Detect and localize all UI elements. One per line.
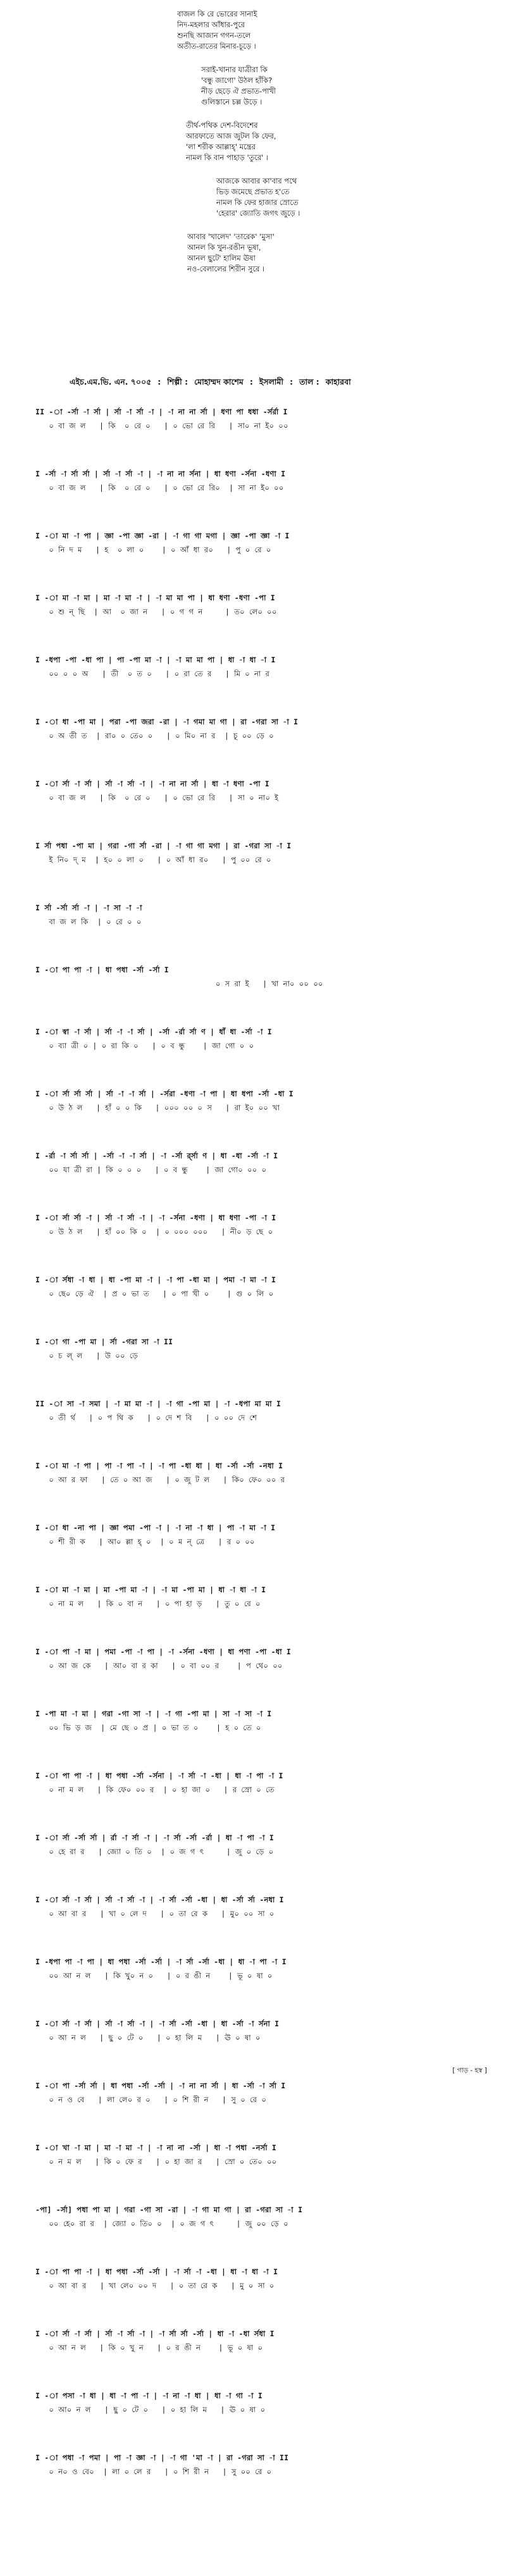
poem-line: অতীত-রাতের মিনার-চূড়ে । bbox=[177, 42, 256, 51]
notation-row bbox=[35, 1025, 491, 1087]
lyric-line: ০ ন০ ও বে০ | লা ০ লে র | ০ শি রী ন | সু ০০ রে ০ bbox=[35, 2467, 272, 2476]
swara-line: I -া ধা -পা মা | পরা -পা জরা -রা | -া গমা মা গা | রা -গরা সা -া I bbox=[35, 717, 299, 726]
poem-line: তীর্থ-পথিক দেশ-বিদেশের bbox=[186, 121, 258, 130]
record-info bbox=[70, 377, 474, 390]
swara-line: I -া র্সা র্সা র্সা | র্সা -া -া র্সা | -র্সরা -ধণা -া পা | ধা ধপা -র্সা -ধা I bbox=[35, 1089, 293, 1098]
lyric-line: ০ তী র্থ | ০ প থি ক | ০ দে শ বি | ০ ০০ দে শে bbox=[35, 1413, 257, 1422]
poem-line: আনল কি খুন-রঙীন ভূষা, bbox=[187, 243, 261, 252]
notation-row bbox=[35, 1459, 491, 1521]
artist-label: শিল্পী : bbox=[167, 377, 188, 387]
poem-line: বাজল কি রে ভোরের সানাই bbox=[177, 9, 257, 18]
lyric-line: ০ স রা ই | খা না০ ০০ ০০ bbox=[35, 979, 323, 988]
poem-stanza bbox=[186, 120, 367, 163]
notation-row bbox=[35, 1273, 491, 1335]
swara-line: I -া র্সা র্সা -া | র্সা -া র্সা -া | -া -র্সনা -ধণা | ধা ধণা -পা -া I bbox=[35, 1213, 276, 1222]
swara-line: I -া পা পা -া | ধা পধা -র্সা -র্সা I bbox=[35, 965, 169, 974]
notation-row bbox=[35, 715, 491, 777]
swara-line: I -া র্সা -া র্সা | র্সা -া র্সা -া | -া র্সা -র্সা -ধা | ধা -র্সা -া র্সনা I bbox=[35, 2019, 280, 2028]
artist-name: মোহাম্মদ কাশেম bbox=[194, 377, 244, 387]
notation-row bbox=[35, 591, 491, 653]
lyric-line: ০ আ জ কে | আ০ বা র কা | ০ বা ০০ র | প থে০ ০০ bbox=[35, 1661, 283, 1670]
notation-row bbox=[35, 2017, 491, 2079]
poem-line: নামল কি ফের হাজার স্রোতে bbox=[216, 198, 299, 207]
notation-row bbox=[35, 1087, 491, 1149]
poem-stanza bbox=[187, 232, 367, 275]
swara-line: II -া -র্সা -া র্সা | র্সা -া র্সা -া | -া না না র্সা | ধণা পা ধধা -র্সর্রা I bbox=[35, 407, 288, 416]
taal-name: কাহারবা bbox=[325, 377, 351, 387]
swara-line: I -া ধা -না পা | জ্ঞা পমা -পা -া | -া না -া ধা | পা -া মা -া I bbox=[35, 1523, 276, 1532]
lyric-line: ০০ যা ত্রী রা | কি ০ ০ ০ | ০ ব ন্ধু | জা গো০ ০০ ০ bbox=[35, 1165, 267, 1174]
lyric-line: ০ উ ঠ ল | হাঁ ০ ০ কি | ০০০ ০০ ০ স | রা ই০ ০০ খা bbox=[35, 1103, 280, 1112]
swara-line: I -ধপা -পা -ধা পা | পা -পা মা -া | -া মা মা পা | ধা -া ধা -া I bbox=[35, 655, 276, 664]
lyric-line: ০ আ র ফা | তে ০ আ জ | ০ জু ট ল | কি০ ফে০ ০০ র bbox=[35, 1475, 285, 1484]
notation-row bbox=[35, 1335, 491, 1397]
separator: : bbox=[290, 377, 293, 387]
notation-row bbox=[35, 1707, 491, 1769]
lyric-line: ০ শী রী ক | আ০ ল্লা হ্ ০ | ০ ম ন্ ত্রে | র ০ ০০ bbox=[35, 1537, 255, 1546]
swara-line: I -া পা পা -া | ধা পধা -র্সা -র্সনা | -া র্সা -া -ধা | ধা -া পা -া I bbox=[35, 1771, 283, 1780]
notation-row bbox=[35, 653, 491, 715]
swara-line: I -া র্সা -া র্সা | র্সা -া র্সা -া | -া র্সা র্সা -র্সা | ধা -া -ধা র্সধা I bbox=[35, 2329, 275, 2338]
poem-line: আজকে আবার কা'বার পথে bbox=[216, 176, 297, 185]
lyric-line: বা জ ল কি | ০ রে ০ ০ bbox=[35, 917, 142, 926]
lyric-line: ০ ন ম ল | কি ০ ফে র | ০ হা জা র | স্রো ০ তে০ ০০ bbox=[35, 2157, 277, 2166]
swara-line: I -া পা পা -া | ধা পধা -র্সা -র্সা | -া র্সা -া -ধা | ধা -া ধা -া I bbox=[35, 2267, 278, 2276]
lyric-line: ০০ আ ন ল | কি খু০ ন ০ | ০ র ঙী ন | ভূ ০ ষা ০ bbox=[35, 1971, 273, 1980]
notation-section bbox=[35, 405, 491, 2513]
notation-row bbox=[35, 777, 491, 839]
lyric-line: ০ না ম ল | কি ফে০ ০০ র | ০ হা জা ০ | র স্রো ০ তে bbox=[35, 1785, 275, 1794]
poem-stanza bbox=[177, 9, 367, 52]
swara-line: I -া র্সধা -া ধা | ধা -পা মা -া | -া পা -ধা মা | পমা -া মা -া I bbox=[35, 1275, 276, 1284]
swara-line: I -া মা -া মা | মা -া মা -া | -া মা মা পা | ধা ধণা -ধণা -পা I bbox=[35, 593, 275, 602]
lyric-line: ০ বা জ ল | কি ০ রে ০ | ০ ভো রে রি | সা ০ না০ ই bbox=[35, 793, 279, 802]
lyric-line: ০ বা জ ল | কি ০ রে ০ | ০ ভো রে রি | সা০ না ই০ ০০ bbox=[35, 421, 288, 430]
notation-row bbox=[35, 2265, 491, 2327]
notation-row bbox=[35, 1893, 491, 1955]
notation-row bbox=[35, 2389, 491, 2451]
lyric-line: ০ শু ন্ ছি | আ ০ জা ন | ০ গ গ ন | ত০ লে০ ০০ bbox=[35, 607, 277, 616]
lyric-line: ই নি০ দ্ ম | হ০ ০ লা ০ | ০ আঁ ধা র০ | পু ০০ রে ০ bbox=[35, 855, 271, 864]
notation-row bbox=[35, 2451, 491, 2513]
lyric-line: ০ আ ন ল | ছু ০ টে ০ | ০ হা লি ম | ঊ ০ ষা ০ bbox=[35, 2033, 261, 2042]
poem-line: আনল ছুটে' হালিম ঊষা bbox=[187, 254, 256, 263]
notation-row bbox=[35, 2067, 491, 2141]
notation-annotation: [ গাড় - হস্ব ] bbox=[452, 2067, 487, 2074]
swara-line: I -র্সা -া র্সা র্সা | র্সা -া র্সা -া | -া না না র্সনা | ধা ধণা -র্সনা -ধণা I bbox=[35, 469, 286, 478]
lyric-line: ০ আ ন ল | কি ০ খু ন | ০ র ঙী ন | ভূ ০ ষা ০ bbox=[35, 2343, 263, 2352]
taal-label: তাল : bbox=[299, 377, 319, 387]
poem-line: সরাই-খানার যাত্রীরা কি bbox=[201, 65, 268, 74]
lyric-line: ০ আ বা র | খা ০ লে দ | ০ তা রে ক | মু০ ০০ সা ০ bbox=[35, 1909, 275, 1918]
notation-row bbox=[35, 1831, 491, 1893]
lyric-line: ০ না ম ল | কি ০ বা ন | ০ পা হা ড় | তু ০ রে ০ bbox=[35, 1599, 261, 1608]
swara-line: I -া র্সা -া র্সা | র্সা -া র্সা -া | -া না না র্সা | ধা -া ধণা -পা I bbox=[35, 779, 269, 788]
poem bbox=[177, 9, 367, 287]
notation-row bbox=[35, 1645, 491, 1707]
notation-row bbox=[35, 2203, 491, 2265]
notation-row bbox=[35, 467, 491, 529]
notation-row bbox=[35, 901, 491, 963]
swara-line: I -া মা -া মা | মা -পা মা -া | -া মা -পা মা | ধা -া ধা -া I bbox=[35, 1585, 266, 1594]
swara-line: I -ধপা পা -া পা | ধা পধা -র্সা -র্সা | -া র্সা -র্সা -ধা | ধা -া পা -া I bbox=[35, 1957, 287, 1966]
notation-row bbox=[35, 839, 491, 901]
swara-line: I র্সা পধা -পা মা | গরা -গা র্সা -রা | -া গা গা মগা | রা -গরা সা -া I bbox=[35, 841, 292, 850]
notation-row bbox=[35, 1769, 491, 1831]
lyric-line: ০ উ ঠ ল | হাঁ ০০ কি ০ | ০ ০০০ ০০০ | নী০ ড় ছে ০ bbox=[35, 1227, 273, 1236]
swara-line: -পা] -র্সা] পধা পা মা | গরা -গা সা -রা | -া গা মা গা | রা -গরা সা -া I bbox=[35, 2205, 303, 2214]
lyric-line: ০ ছে০ ড়ে ঐ | প্র ০ ভা ত | ০ পা খী ০ | গু ০ লি ০ bbox=[35, 1289, 274, 1298]
poem-stanza bbox=[201, 65, 367, 108]
lyric-line: ০ ব্যা ত্রী ০ | ০ রা কি ০ | ০ ব ন্ধু | জা গো ০ ০ bbox=[35, 1041, 254, 1050]
poem-line: আরফাতে আজ জুটল কি ফের, bbox=[186, 132, 276, 140]
poem-line: নিদ-মহলার আঁধার-পুরে bbox=[177, 20, 245, 29]
genre: ইসলামী bbox=[259, 377, 284, 387]
notation-row bbox=[35, 963, 491, 1025]
poem-line: আবার 'খালেদ' 'তারেক' 'মুসা' bbox=[187, 232, 275, 241]
swara-line: I -া পধা -া পমা | পা -া জ্ঞা -া | -া গা 'মা -া | রা -গরা সা -া II bbox=[35, 2453, 289, 2462]
lyric-line: ০ চ ল্ ল | উ ০০ ড়ে bbox=[35, 1351, 138, 1360]
poem-line: নীড় ছেড়ে ঐ প্রভাত-পাখী bbox=[201, 87, 276, 96]
notation-row bbox=[35, 405, 491, 467]
lyric-line: ০ নি দ ম | হ ০ লা ০ | ০ আঁ ধা র০ | পু ০ রে ০ bbox=[35, 545, 271, 554]
swara-line: I -া মা -া পা | পা -া পা -া | -া পা -ধা ধা | ধা -র্সা -র্সা -নধা I bbox=[35, 1461, 283, 1470]
poem-line: শুনছি আজান গগন-তলে bbox=[177, 31, 251, 40]
poem-line: গুলিস্তানে চল্ল উড়ে । bbox=[201, 97, 262, 106]
notation-row bbox=[35, 1397, 491, 1459]
separator: : bbox=[157, 377, 161, 387]
swara-line: I র্সা -র্সা র্সা -া | -া সা -া -া bbox=[35, 903, 142, 912]
swara-line: I -া মা -া পা | জ্ঞা -পা জ্ঞা -রা | -া গা গা মগা | জ্ঞা -পা জ্ঞা -া I bbox=[35, 531, 290, 540]
lyric-line: ০ আ০ ন ল | ছু ০ টে ০ | ০ হা লি ম | ঊ ০ ষা ০ bbox=[35, 2405, 266, 2414]
swara-line: I -া পা -া মা | পমা -পা -া পা | -া -র্সনা -ধণা | ধা পণা -পা -ধা I bbox=[35, 1647, 292, 1656]
record-number: এইচ.এম.ভি. এন. ৭০০৫ bbox=[70, 377, 152, 387]
lyric-line: ০০ হে০ রা র | জ্যো ০ তি০ ০ | ০ জ গ ৎ | জু ০০ ড়ে ০ bbox=[35, 2219, 288, 2228]
poem-stanza bbox=[216, 176, 367, 219]
swara-line: II -া সা -া সমা | -া মা মা -া | -া গা -পা মা | -া -ধপা মা মা I bbox=[35, 1399, 281, 1408]
notation-row bbox=[35, 1521, 491, 1583]
separator: : bbox=[249, 377, 253, 387]
poem-line: ভিড় জমেছে প্রভাত হ'তে bbox=[216, 187, 290, 196]
lyric-line: ০০ ভি ড় জ | মে ছে ০ প্র | ০ ভা ত ০ | হ ০ তে ০ bbox=[35, 1723, 261, 1732]
lyric-line: ০ ন ও বে | লা লে০ র ০ | ০ শি রী ন | সু ০ রে ০ bbox=[35, 2095, 266, 2104]
swara-line: I -া র্সা -া র্সা | র্সা -া র্সা -া | -া র্সা -র্সা -ধা | ধা -র্সা র্সা -নধা I bbox=[35, 1895, 284, 1904]
lyric-line: ০ অ তী ত | রা০ ০ তে০ ০ | ০ মি০ না র | চূ ০০ ড়ে ০ bbox=[35, 731, 274, 740]
notation-row bbox=[35, 2327, 491, 2389]
lyric-line: ০ বা জ ল | কি ০ রে ০ | ০ ভো রে রি০ | সা না ই০ ০০ bbox=[35, 483, 284, 492]
lyric-line: ০ আ বা র | খা লে০ ০০ দ | ০ তা রে ক | মু ০ সা ০ bbox=[35, 2281, 275, 2290]
notation-row bbox=[35, 1955, 491, 2017]
notation-row bbox=[35, 1211, 491, 1273]
poem-line: নও-বেলালের শিরীন সুরে । bbox=[187, 264, 265, 273]
poem-line: নামল কি বান পাহাড় 'তুরে' । bbox=[186, 153, 269, 162]
swara-line: I -র্রা -া র্সা র্সা | -র্সা -া -া র্সা | -া -র্সা র্র্সা ণ | ধা -ধা -র্সা -া I bbox=[35, 1151, 278, 1160]
lyric-line: ০০ ০ ০ অ | তী ০ ত ০ | ০ রা তে র | মি ০ না র bbox=[35, 669, 270, 678]
poem-line: 'লা শরীক আল্লাহ্' মন্ত্রের bbox=[186, 142, 256, 151]
poem-line: 'বন্ধু জাগো' উঠল হাঁকি? bbox=[201, 76, 273, 85]
swara-line: I -া স্বা -া র্সা | র্সা -া -া র্সা | -র্সা -র্রা র্সা ণ | ধাঁ ধা -র্সা -া I bbox=[35, 1027, 272, 1036]
swara-line: I -া পা -র্সা র্সা | ধা পধা -র্সা -র্সা | -া না না র্সা | ধা -র্সা -া র্সা I bbox=[35, 2081, 286, 2090]
swara-line: I -া র্সা -র্সা র্সা | র্রা -া র্সা -া | -া র্সা -র্সা -র্রা | ধা -া পা -া I bbox=[35, 1833, 275, 1842]
notation-row bbox=[35, 1583, 491, 1645]
notation-row bbox=[35, 1149, 491, 1211]
swara-line: I -া গা -পা মা | র্সা -গরা সা -া II bbox=[35, 1337, 173, 1346]
notation-row bbox=[35, 529, 491, 591]
swara-line: I -পা মা -া মা | গরা -গা সা -া | -া গা -পা মা | সা -া সা -া I bbox=[35, 1709, 272, 1718]
swara-line: I -া খা -া মা | মা -া মা -া | -া না না -র্সা | ধা -া পধা -নর্সা I bbox=[35, 2143, 277, 2152]
poem-line: 'হেরার' জ্যোতি জগৎ জুড়ে । bbox=[216, 209, 300, 218]
notation-row bbox=[35, 2141, 491, 2203]
swara-line: I -া পসা -া ধা | ধা -া পা -া | -া না -া ধা | ধা -া গা -া I bbox=[35, 2391, 263, 2400]
lyric-line: ০ হে রা র | জ্যো ০ তি ০ | ০ জ গ ৎ | জু ০ ড়ে ০ bbox=[35, 1847, 274, 1856]
